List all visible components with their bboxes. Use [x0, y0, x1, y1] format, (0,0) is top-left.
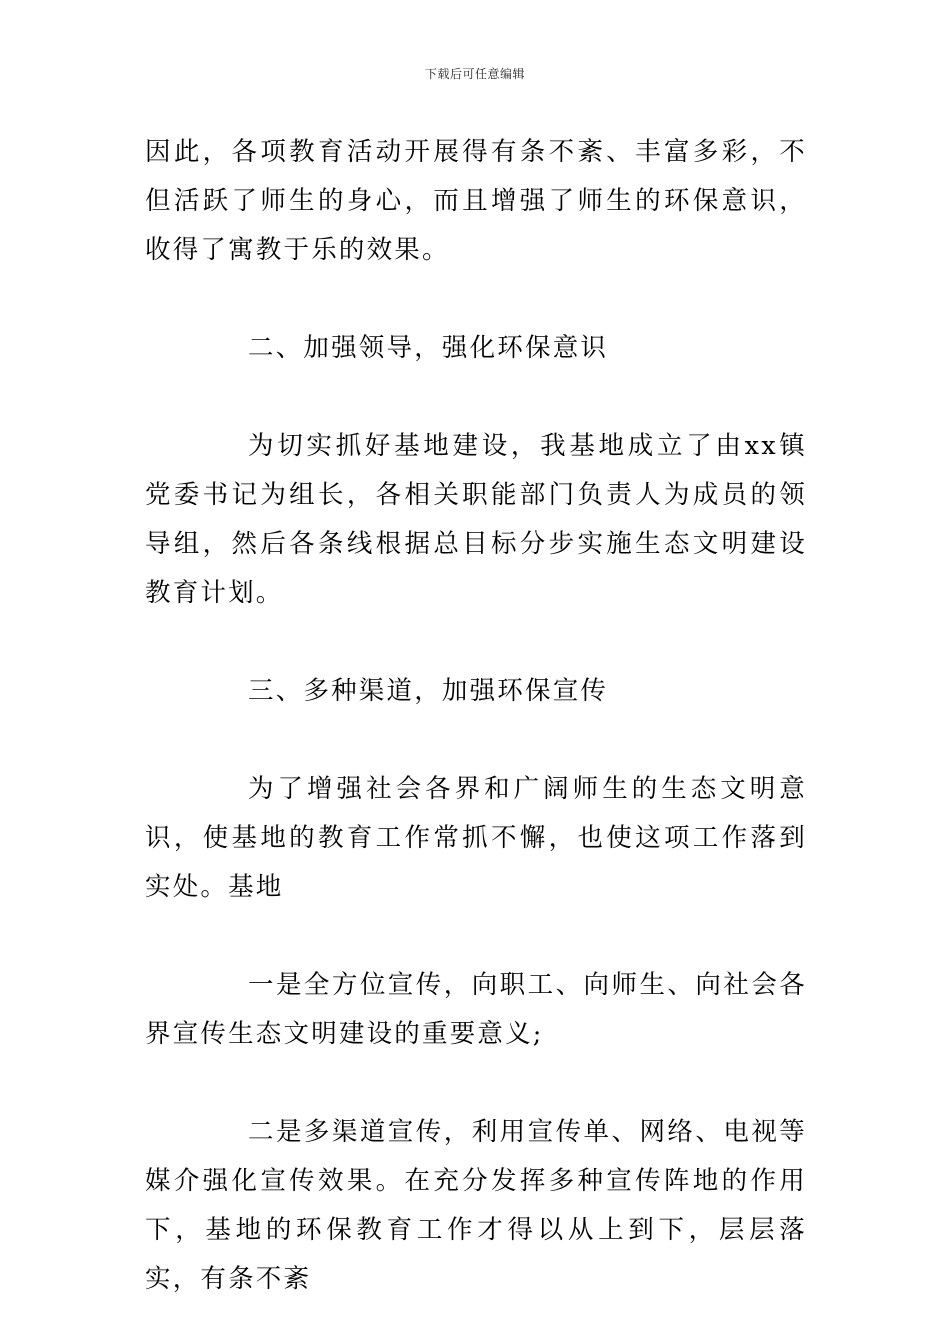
- paragraph-point-one: 一是全方位宣传，向职工、向师生、向社会各界宣传生态文明建设的重要意义;: [145, 970, 807, 1049]
- paragraph-awareness: 为了增强社会各界和广阔师生的生态文明意识，使基地的教育工作常抓不懈，也使这项工作落到实处。基地: [145, 774, 807, 902]
- paragraph-intro-conclusion: 因此，各项教育活动开展得有条不紊、丰富多彩，不但活跃了师生的身心，而且增强了师生的环保意识，收得了寓教于乐的效果。: [145, 137, 807, 265]
- section-heading-2: 二、加强领导，强化环保意识: [248, 333, 609, 363]
- paragraph-point-two: 二是多渠道宣传，利用宣传单、网络、电视等媒介强化宣传效果。在充分发挥多种宣传阵地的作用下，基地的环保教育工作才得以从上到下，层层落实，有条不紊: [145, 1117, 807, 1294]
- section-heading-3: 三、多种渠道，加强环保宣传: [248, 676, 609, 706]
- document-body: [145, 128, 807, 1304]
- paragraph-leadership: 为切实抓好基地建设，我基地成立了由xx镇党委书记为组长，各相关职能部门负责人为成员的领导组，然后各条线根据总目标分步实施生态文明建设教育计划。: [145, 431, 807, 608]
- page-header-note: 下载后可任意编辑: [424, 67, 525, 81]
